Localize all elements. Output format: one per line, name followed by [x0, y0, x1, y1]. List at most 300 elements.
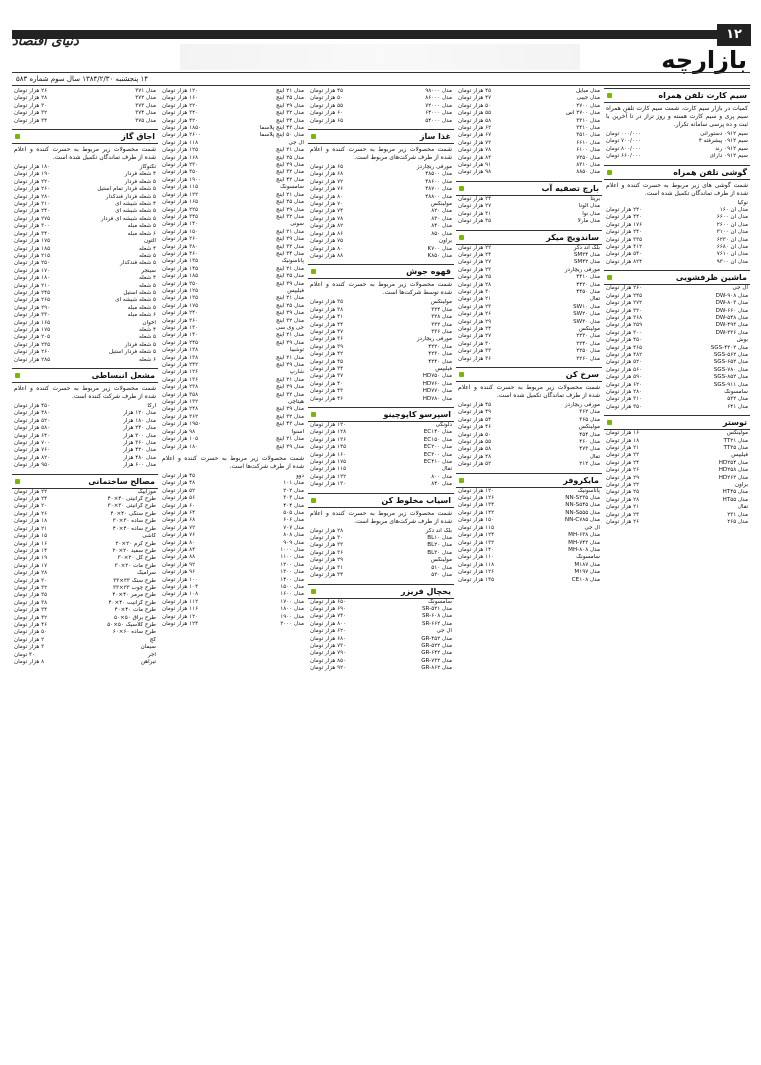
product-name: مدل SGS-۶۵۲: [713, 359, 748, 366]
price-section: [604, 270, 750, 411]
product-price: ۴۸ هزار تومان: [458, 453, 492, 460]
product-price: ۳۴ هزار تومان: [14, 607, 48, 614]
product-price: ۱۸۵ هزار تومان: [14, 245, 51, 252]
price-row: [160, 184, 306, 191]
product-name: مدل ۴۲۰ هزار: [123, 447, 156, 454]
product-price: ۲۶ هزار تومان: [14, 88, 48, 94]
product-price: ۲۱ هزار تومان: [458, 296, 492, 303]
product-name: مدل ۲۷۰۰ اس: [566, 110, 600, 117]
product-price: ۳۰ هزار تومان: [14, 577, 48, 584]
section-heading: مصالح ساختمانی: [12, 474, 158, 489]
product-price: ۱۲۸ هزار تومان: [310, 429, 347, 436]
product-name: آجر: [147, 651, 156, 658]
section-heading: سیم کارت تلفن همراه: [604, 88, 750, 103]
price-row: [456, 424, 602, 431]
price-row: [160, 614, 306, 621]
product-price: ۱۶۵ هزار تومان: [162, 199, 199, 206]
product-name: مدل ۲۹ اینچ: [276, 310, 304, 317]
product-name: اسنوا: [291, 428, 304, 435]
product-name: مدل MH-۸۰۸: [568, 546, 600, 553]
price-row: [308, 528, 454, 535]
product-price: ۲۴۰ هزار تومان: [606, 207, 643, 214]
price-row: [456, 267, 602, 274]
price-section: [456, 367, 602, 469]
price-section: [308, 493, 454, 580]
product-price: ۱۳۲ هزار تومان: [162, 399, 199, 406]
price-row: [456, 140, 602, 147]
product-price: ۹۲ هزار تومان: [162, 561, 196, 568]
product-price: ۵۴۰ هزار تومان: [606, 251, 643, 258]
product-price: ۵۰ هزار تومان: [310, 95, 344, 102]
product-name: ۶ شعله مبله: [127, 230, 156, 237]
product-price: ۳۵۰ هزار تومان: [606, 403, 643, 410]
price-row: [12, 201, 158, 208]
price-row: [604, 322, 750, 329]
product-name: بلک اند دکر: [573, 244, 600, 251]
product-price: ۱۸۰ هزار تومان: [14, 275, 51, 282]
price-row: [456, 103, 602, 110]
product-price: ۳۶ هزار تومان: [458, 355, 492, 362]
product-name: مدل NN-C۷۸۵: [564, 517, 600, 524]
product-name: مدل ۳۲ اینچ: [276, 391, 304, 398]
price-row: [160, 621, 306, 628]
product-price: ۲۴۵ هزار تومان: [14, 289, 51, 296]
product-price: ۴۶۰ هزار تومان: [162, 250, 199, 257]
product-price: ۱۳۲ هزار تومان: [458, 539, 495, 546]
product-price: ۲۵۹ هزار تومان: [606, 322, 643, 329]
price-row: [308, 557, 454, 564]
product-price: ۸۰ هزار تومان: [310, 245, 344, 252]
product-price: ۲۲ هزار تومان: [606, 452, 640, 459]
price-row: [12, 644, 158, 651]
product-price: ۲۸۰ هزار تومان: [14, 193, 51, 200]
price-row: [456, 319, 602, 326]
section-heading: گوشی تلفن همراه: [604, 165, 750, 180]
product-price: ۱۷۵ هزار تومان: [14, 238, 51, 245]
price-row: [456, 554, 602, 561]
price-row: [12, 88, 158, 95]
section-intro: شمت محصولات زیر مربوط به حسرت کننده و اعلام شده از طرف شرکت کننده است.: [14, 385, 156, 400]
price-row: [160, 258, 306, 265]
price-row: [308, 95, 454, 102]
price-row: [456, 282, 602, 289]
product-price: ۲۶۰ هزار تومان: [606, 285, 643, 292]
product-price: ۴۲ هزار تومان: [14, 614, 48, 621]
product-price: ۲۴۰ هزار تومان: [14, 208, 51, 215]
price-row: [604, 345, 750, 352]
product-price: ۲۷ هزار تومان: [458, 333, 492, 340]
product-price: ۲۸ هزار تومان: [606, 496, 640, 503]
price-row: [604, 512, 750, 519]
price-row: [456, 517, 602, 524]
section-heading: مایکروفر: [456, 473, 602, 488]
product-name: مدل ۳۴۱۰: [576, 125, 600, 132]
product-name: مدل ۳۲۸: [431, 314, 452, 321]
price-row: [12, 103, 158, 110]
product-name: مدل ۳۷۳: [135, 102, 156, 109]
product-name: ۵ شعله فردار: [124, 178, 156, 185]
product-price: ۳۴ هزار تومان: [310, 572, 344, 579]
product-name: ۶ شعله: [138, 356, 156, 363]
price-row: [160, 281, 306, 288]
product-name: مولینکس: [578, 424, 600, 431]
price-row: [160, 599, 306, 606]
price-row: [160, 266, 306, 273]
product-price: ۶۰ هزار تومان: [162, 502, 196, 509]
product-price: ۴۰ تومان: [14, 651, 36, 658]
product-name: مدل SGS-۸۵۲: [713, 374, 748, 381]
product-name: مدل ۲۱ اینچ: [276, 332, 304, 339]
price-section: [308, 584, 454, 673]
price-row: [604, 146, 750, 153]
price-row: [160, 480, 306, 487]
product-price: ۲۳۰ هزار تومان: [162, 162, 199, 169]
product-name: پاناسونیک: [577, 487, 600, 494]
product-name: مدل SM۳۴: [573, 251, 600, 258]
product-name: مولینکس: [578, 325, 600, 332]
product-price: ۱۸۵۰ هزار تومان: [162, 125, 202, 132]
product-price: ۲۵۰ هزار تومان: [14, 260, 51, 267]
product-price: ۳۷ هزار تومان: [310, 373, 344, 380]
product-name: مدل مارلا: [577, 218, 600, 225]
product-name: مدل ۲۹ اینچ: [276, 102, 304, 109]
price-section: [308, 129, 454, 260]
product-price: ۱۴۲ هزار تومان: [458, 509, 495, 516]
product-price: ۳۵۸ هزار تومان: [162, 391, 199, 398]
product-price: ۳۴۵ هزار تومان: [162, 213, 199, 220]
product-price: ۲۶۵ هزار تومان: [14, 297, 51, 304]
product-name: مدل ۸۴۰: [431, 481, 452, 488]
product-name: مدل ۸۲۰: [431, 208, 452, 215]
price-row: [308, 164, 454, 171]
price-section: [604, 165, 750, 267]
price-row: [308, 344, 454, 351]
product-name: مدل GR-۷۳۲: [421, 657, 452, 664]
product-name: مدل ۸۳۱۰: [576, 162, 600, 169]
product-name: مدل ۱۴۰۰: [280, 576, 304, 583]
product-price: ۱۲۶ هزار تومان: [458, 569, 495, 576]
product-name: ۵ شعله: [138, 252, 156, 259]
product-name: طرح کرم ۲۰×۲۰: [115, 540, 156, 547]
product-name: سامسونگ: [724, 388, 748, 395]
product-price: ۰۰۰/۰۰۰ تومان: [606, 131, 641, 137]
price-row: [456, 196, 602, 203]
product-name: مدل ۴۸۵۰۰: [425, 171, 452, 178]
product-price: ۵۶۰ هزار تومان: [606, 366, 643, 373]
price-row: [12, 260, 158, 267]
product-price: ۴۵ هزار تومان: [310, 88, 344, 94]
product-price: ۳۴ هزار تومان: [14, 117, 48, 124]
product-price: ۲۶۰ هزار تومان: [14, 349, 51, 356]
product-price: ۴۵۰ هزار تومان: [14, 403, 51, 409]
page-number: ۱۲: [717, 24, 751, 46]
price-row: [308, 550, 454, 557]
price-row: [160, 244, 306, 251]
product-name: ۴ شعله فردار: [124, 171, 156, 178]
product-name: سینجر: [141, 267, 156, 274]
product-name: مدل ۴۸۰ هزار: [123, 454, 156, 461]
price-row: [12, 334, 158, 341]
price-row: [308, 171, 454, 178]
product-price: ۲۶۰ هزار تومان: [162, 236, 199, 243]
product-price: ۳۶ هزار تومان: [310, 336, 344, 343]
product-price: ۱۲۶ هزار تومان: [458, 495, 495, 502]
product-name: مدل ۲۰۲: [283, 487, 304, 494]
product-name: مدل ۸۰۸: [283, 532, 304, 539]
price-row: [456, 454, 602, 461]
product-price: ۳۱ هزار تومان: [458, 210, 492, 217]
price-row: [12, 194, 158, 201]
product-name: مدل EC۱۴۰: [423, 429, 452, 436]
column-3: [308, 86, 454, 1031]
product-name: تفال: [441, 466, 452, 473]
price-row: [12, 541, 158, 548]
product-name: ۴ شعله: [138, 326, 156, 333]
price-row: [456, 432, 602, 439]
product-price: ۷۲ هزار تومان: [458, 139, 492, 146]
product-price: ۱۰۵ هزار تومان: [162, 436, 199, 443]
price-row: [456, 304, 602, 311]
product-price: ۳۳۰ هزار تومان: [14, 312, 51, 319]
product-name: مدل ۱۸۰۰: [280, 606, 304, 613]
price-row: [12, 600, 158, 607]
product-price: ۱۷ هزار تومان: [14, 562, 48, 569]
price-row: [12, 592, 158, 599]
product-price: ۳۶ هزار تومان: [310, 549, 344, 556]
product-name: سیمان: [140, 644, 156, 651]
price-row: [456, 488, 602, 495]
price-row: [12, 455, 158, 462]
product-price: ۱۲۴ هزار تومان: [458, 532, 495, 539]
product-name: مدل ۱۷۰۰: [280, 598, 304, 605]
price-row: [160, 369, 306, 376]
product-price: ۲۲ هزار تومان: [458, 244, 492, 251]
price-row: [456, 211, 602, 218]
product-name: مدل EC۲۰۰: [423, 444, 452, 451]
price-row: [12, 410, 158, 417]
product-name: مدل CE۱۰۸: [571, 576, 600, 583]
product-price: ۶۹۰ هزار تومان: [310, 605, 347, 612]
price-row: [308, 621, 454, 628]
product-name: مدل SGS-۷۸۰: [713, 366, 748, 373]
product-price: ۳۲ هزار تومان: [14, 110, 48, 117]
product-price: ۳۴۰ هزار تومان: [162, 110, 199, 117]
price-row: [160, 288, 306, 295]
product-price: ۱۱۵ هزار تومان: [162, 184, 199, 191]
price-row: [160, 132, 306, 139]
price-row: [12, 403, 158, 410]
product-price: ۱۹۰۰ هزار تومان: [162, 176, 202, 183]
product-price: ۳۲۰ هزار تومان: [606, 307, 643, 314]
product-price: ۱۱۵ هزار تومان: [310, 466, 347, 473]
product-name: مدل TT۳۵: [723, 445, 748, 451]
product-name: مدل ۲۲۶۰: [576, 355, 600, 362]
price-row: [456, 510, 602, 517]
price-row: [12, 297, 158, 304]
product-name: مولینکس: [430, 201, 452, 208]
product-name: ۵ شعله مبله: [127, 304, 156, 311]
product-price: ۸۸ هزار تومان: [162, 554, 196, 561]
product-price: ۶۲۰ هزار تومان: [310, 628, 347, 635]
product-price: ۴۵ هزار تومان: [310, 358, 344, 365]
product-name: مدل ۳۴ اینچ: [276, 117, 304, 124]
product-price: ۲۸۵ هزار تومان: [14, 356, 51, 363]
price-row: [160, 147, 306, 154]
product-name: مدل BL۳۰: [427, 549, 452, 556]
price-row: [12, 578, 158, 585]
price-row: [12, 637, 158, 644]
product-name: مدل ۲۱ اینچ: [276, 228, 304, 235]
product-name: مدل ۲۵ اینچ: [276, 95, 304, 102]
product-price: ۲۸ هزار تومان: [310, 527, 344, 534]
price-row: [604, 504, 750, 511]
price-row: [308, 208, 454, 215]
price-section: [12, 474, 158, 667]
product-price: ۱۸ هزار تومان: [606, 437, 640, 444]
product-name: سیم ۰۹۱۲ رند: [715, 145, 748, 152]
product-name: مدل GR-۶۴۲: [421, 650, 452, 657]
price-row: [308, 599, 454, 606]
product-name: مدل ۳۶۲: [579, 409, 600, 416]
price-row: [12, 511, 158, 518]
product-name: مدل ۹۰۹: [283, 539, 304, 546]
product-price: ۲۴۸ هزار تومان: [162, 406, 199, 413]
price-row: [456, 547, 602, 554]
price-row: [160, 310, 306, 317]
product-price: ۱۲۰ هزار تومان: [310, 422, 347, 428]
price-row: [308, 194, 454, 201]
product-price: ۱۲۸ هزار تومان: [162, 347, 199, 354]
product-price: ۱۳۰ هزار تومان: [162, 325, 199, 331]
product-name: مدل ۳۲ اینچ: [276, 213, 304, 220]
price-row: [456, 88, 602, 95]
product-price: ۱۳۵ هزار تومان: [162, 258, 199, 265]
product-price: ۴۰ هزار تومان: [310, 380, 344, 387]
product-name: مدل ۱۱۰۰: [280, 554, 304, 561]
price-row: [604, 367, 750, 374]
price-row: [308, 88, 454, 95]
price-row: [456, 348, 602, 355]
product-name: ۵ شعله: [138, 334, 156, 341]
world-map-graphic: [180, 44, 580, 70]
product-price: ۱۲۵ هزار تومان: [162, 287, 199, 294]
price-row: [12, 615, 158, 622]
product-price: ۱۵۰ هزار تومان: [162, 228, 199, 235]
price-row: [456, 525, 602, 532]
price-row: [12, 629, 158, 636]
product-price: ۲۸ هزار تومان: [458, 281, 492, 288]
product-name: مدل BL۲۰: [427, 542, 452, 549]
product-name: مدل ۲۱ اینچ: [276, 354, 304, 361]
price-row: [160, 421, 306, 428]
price-row: [160, 340, 306, 347]
product-name: مدل ۲۵ اینچ: [276, 199, 304, 206]
price-row: [12, 489, 158, 496]
product-name: مدل HD۲۶۳: [718, 474, 748, 481]
price-row: [160, 332, 306, 339]
product-price: ۲۹ هزار تومان: [606, 474, 640, 481]
price-row: [308, 481, 454, 488]
price-row: [12, 223, 158, 230]
product-price: ۱۶۵ هزار تومان: [14, 319, 51, 326]
price-row: [456, 446, 602, 453]
product-price: ۵۲ هزار تومان: [162, 487, 196, 494]
product-price: ۳۵۰ هزار تومان: [162, 169, 199, 176]
product-price: ۶۵ هزار تومان: [310, 117, 344, 124]
product-price: ۱۸۰ هزار تومان: [162, 443, 199, 450]
price-row: [308, 628, 454, 635]
product-price: ۲۴۰ هزار تومان: [606, 229, 643, 236]
product-price: ۲۵۰ هزار تومان: [162, 280, 199, 287]
price-row: [308, 329, 454, 336]
product-name: مدل ۱۶۰۰: [280, 591, 304, 598]
price-row: [308, 613, 454, 620]
product-name: ۵ شعله فردار: [124, 341, 156, 348]
product-price: ۵۲۰ هزار تومان: [14, 417, 51, 424]
product-name: مدل ان ۱۶۰: [719, 207, 748, 214]
product-name: ۶ شعله مبله: [127, 312, 156, 319]
product-price: ۱۳۸ هزار تومان: [162, 354, 199, 361]
product-name: مدل نوا: [582, 210, 600, 217]
product-name: بلک اند دکر: [425, 527, 452, 534]
price-row: [456, 326, 602, 333]
price-row: [604, 222, 750, 229]
product-name: مدل SGS-۹۱۱: [713, 381, 748, 388]
product-price: ۳ هزار تومان: [14, 644, 45, 651]
product-name: مدل ۲۹ اینچ: [276, 443, 304, 450]
price-row: [160, 88, 306, 95]
section-intro: شمت محصولات زیر مربوط به حسرت کننده و اعلام شده از طرف تماندگان تکمیل شده است.: [458, 384, 600, 399]
price-row: [308, 535, 454, 542]
price-row: [308, 381, 454, 388]
product-name: مدل ۳۷۴: [135, 110, 156, 117]
price-row: [12, 164, 158, 171]
product-price: ۱۱۰ هزار تومان: [458, 554, 495, 561]
price-row: [12, 186, 158, 193]
product-price: ۷۶۰ هزار تومان: [14, 447, 51, 454]
price-row: [604, 237, 750, 244]
product-price: ۴۶ هزار تومان: [458, 424, 492, 431]
product-price: ۱۳۵ هزار تومان: [458, 576, 495, 583]
price-row: [12, 357, 158, 364]
product-name: تکنوگاز: [139, 164, 156, 171]
product-price: ۱۲۶ هزار تومان: [162, 369, 199, 376]
price-row: [604, 396, 750, 403]
product-name: مدل ان ۹۳۰۰: [716, 258, 748, 265]
product-name: مدل ۲۶۵: [727, 519, 748, 526]
product-name: ۴ شعله شیشه ای: [115, 201, 156, 208]
product-name: طرح سنگی ۴۰×۴۰: [110, 510, 156, 517]
product-name: مدل EC۴۱۰: [423, 459, 452, 466]
product-price: ۳۳ هزار تومان: [458, 348, 492, 355]
product-price: ۵۵ هزار تومان: [458, 439, 492, 446]
product-name: بوش: [736, 337, 748, 344]
product-name: تفال: [737, 504, 748, 511]
product-price: ۴۵ هزار تومان: [458, 402, 492, 408]
product-name: مدل GR-۸۶۲: [421, 665, 452, 672]
product-name: توشیبا: [289, 347, 304, 354]
price-row: [308, 396, 454, 403]
product-name: اخوان: [142, 319, 156, 326]
product-name: مدل NN-S۲۳۵: [565, 495, 600, 502]
price-row: [160, 547, 306, 554]
price-row: [12, 95, 158, 102]
product-price: ۲۴۰ هزار تومان: [162, 310, 199, 317]
product-price: ۶۸ هزار تومان: [162, 517, 196, 524]
product-price: ۱۷۶ هزار تومان: [606, 221, 643, 228]
product-name: مدل GR-۵۲۲: [421, 642, 452, 649]
product-name: سونی: [290, 221, 304, 228]
